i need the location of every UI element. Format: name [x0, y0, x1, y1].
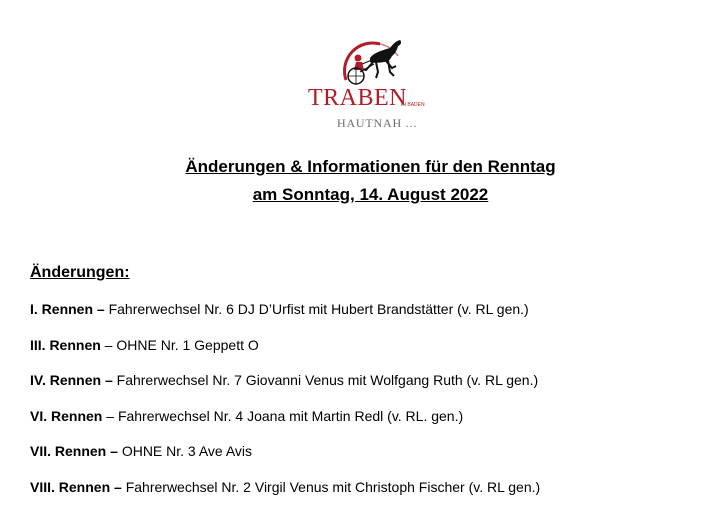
list-item	[30, 443, 690, 479]
change-text: OHNE Nr. 3 Ave Avis	[121, 443, 253, 460]
change-text: Fahrerwechsel Nr. 6 DJ D’Urfist mit Hubert Brandstätter (v. RL gen.)	[108, 301, 529, 317]
separator: –	[102, 407, 118, 424]
separator: –	[110, 478, 126, 495]
logo-slogan: HAUTNAH ...	[337, 116, 418, 130]
section-heading: Änderungen:	[30, 264, 130, 281]
list-item	[30, 408, 690, 444]
logo-brand-subtext: IN BADEN	[401, 102, 425, 108]
logo-brand-text: TRABEN	[308, 85, 407, 111]
change-text: Fahrerwechsel Nr. 7 Giovanni Venus mit Wolfgang Ruth (v. RL gen.)	[116, 372, 539, 389]
traben-logo	[300, 36, 440, 136]
list-item	[30, 337, 690, 373]
separator: –	[93, 301, 109, 317]
race-name: VIII. Rennen	[30, 478, 111, 495]
race-name: III. Rennen	[30, 336, 101, 353]
page-title-line-2: am Sonntag, 14. August 2022	[252, 185, 489, 204]
list-item	[30, 372, 690, 408]
separator: –	[106, 443, 122, 460]
list-item	[30, 479, 690, 515]
change-text: Fahrerwechsel Nr. 4 Joana mit Martin Redl (v. RL. gen.)	[117, 407, 464, 424]
changes-list	[30, 301, 690, 515]
race-name: VI. Rennen	[30, 407, 103, 424]
race-name: IV. Rennen	[30, 372, 102, 389]
trotter-horse-icon	[340, 36, 406, 88]
change-text: OHNE Nr. 1 Geppett O	[116, 336, 259, 353]
race-name: VII. Rennen	[30, 443, 107, 460]
change-text: Fahrerwechsel Nr. 2 Virgil Venus mit Christoph Fischer (v. RL gen.)	[125, 478, 541, 495]
race-name: I. Rennen	[30, 301, 94, 317]
list-item	[30, 301, 690, 337]
separator: –	[101, 372, 117, 389]
separator: –	[100, 336, 117, 353]
page-title-line-1: Änderungen & Informationen für den Renntag	[185, 157, 556, 176]
